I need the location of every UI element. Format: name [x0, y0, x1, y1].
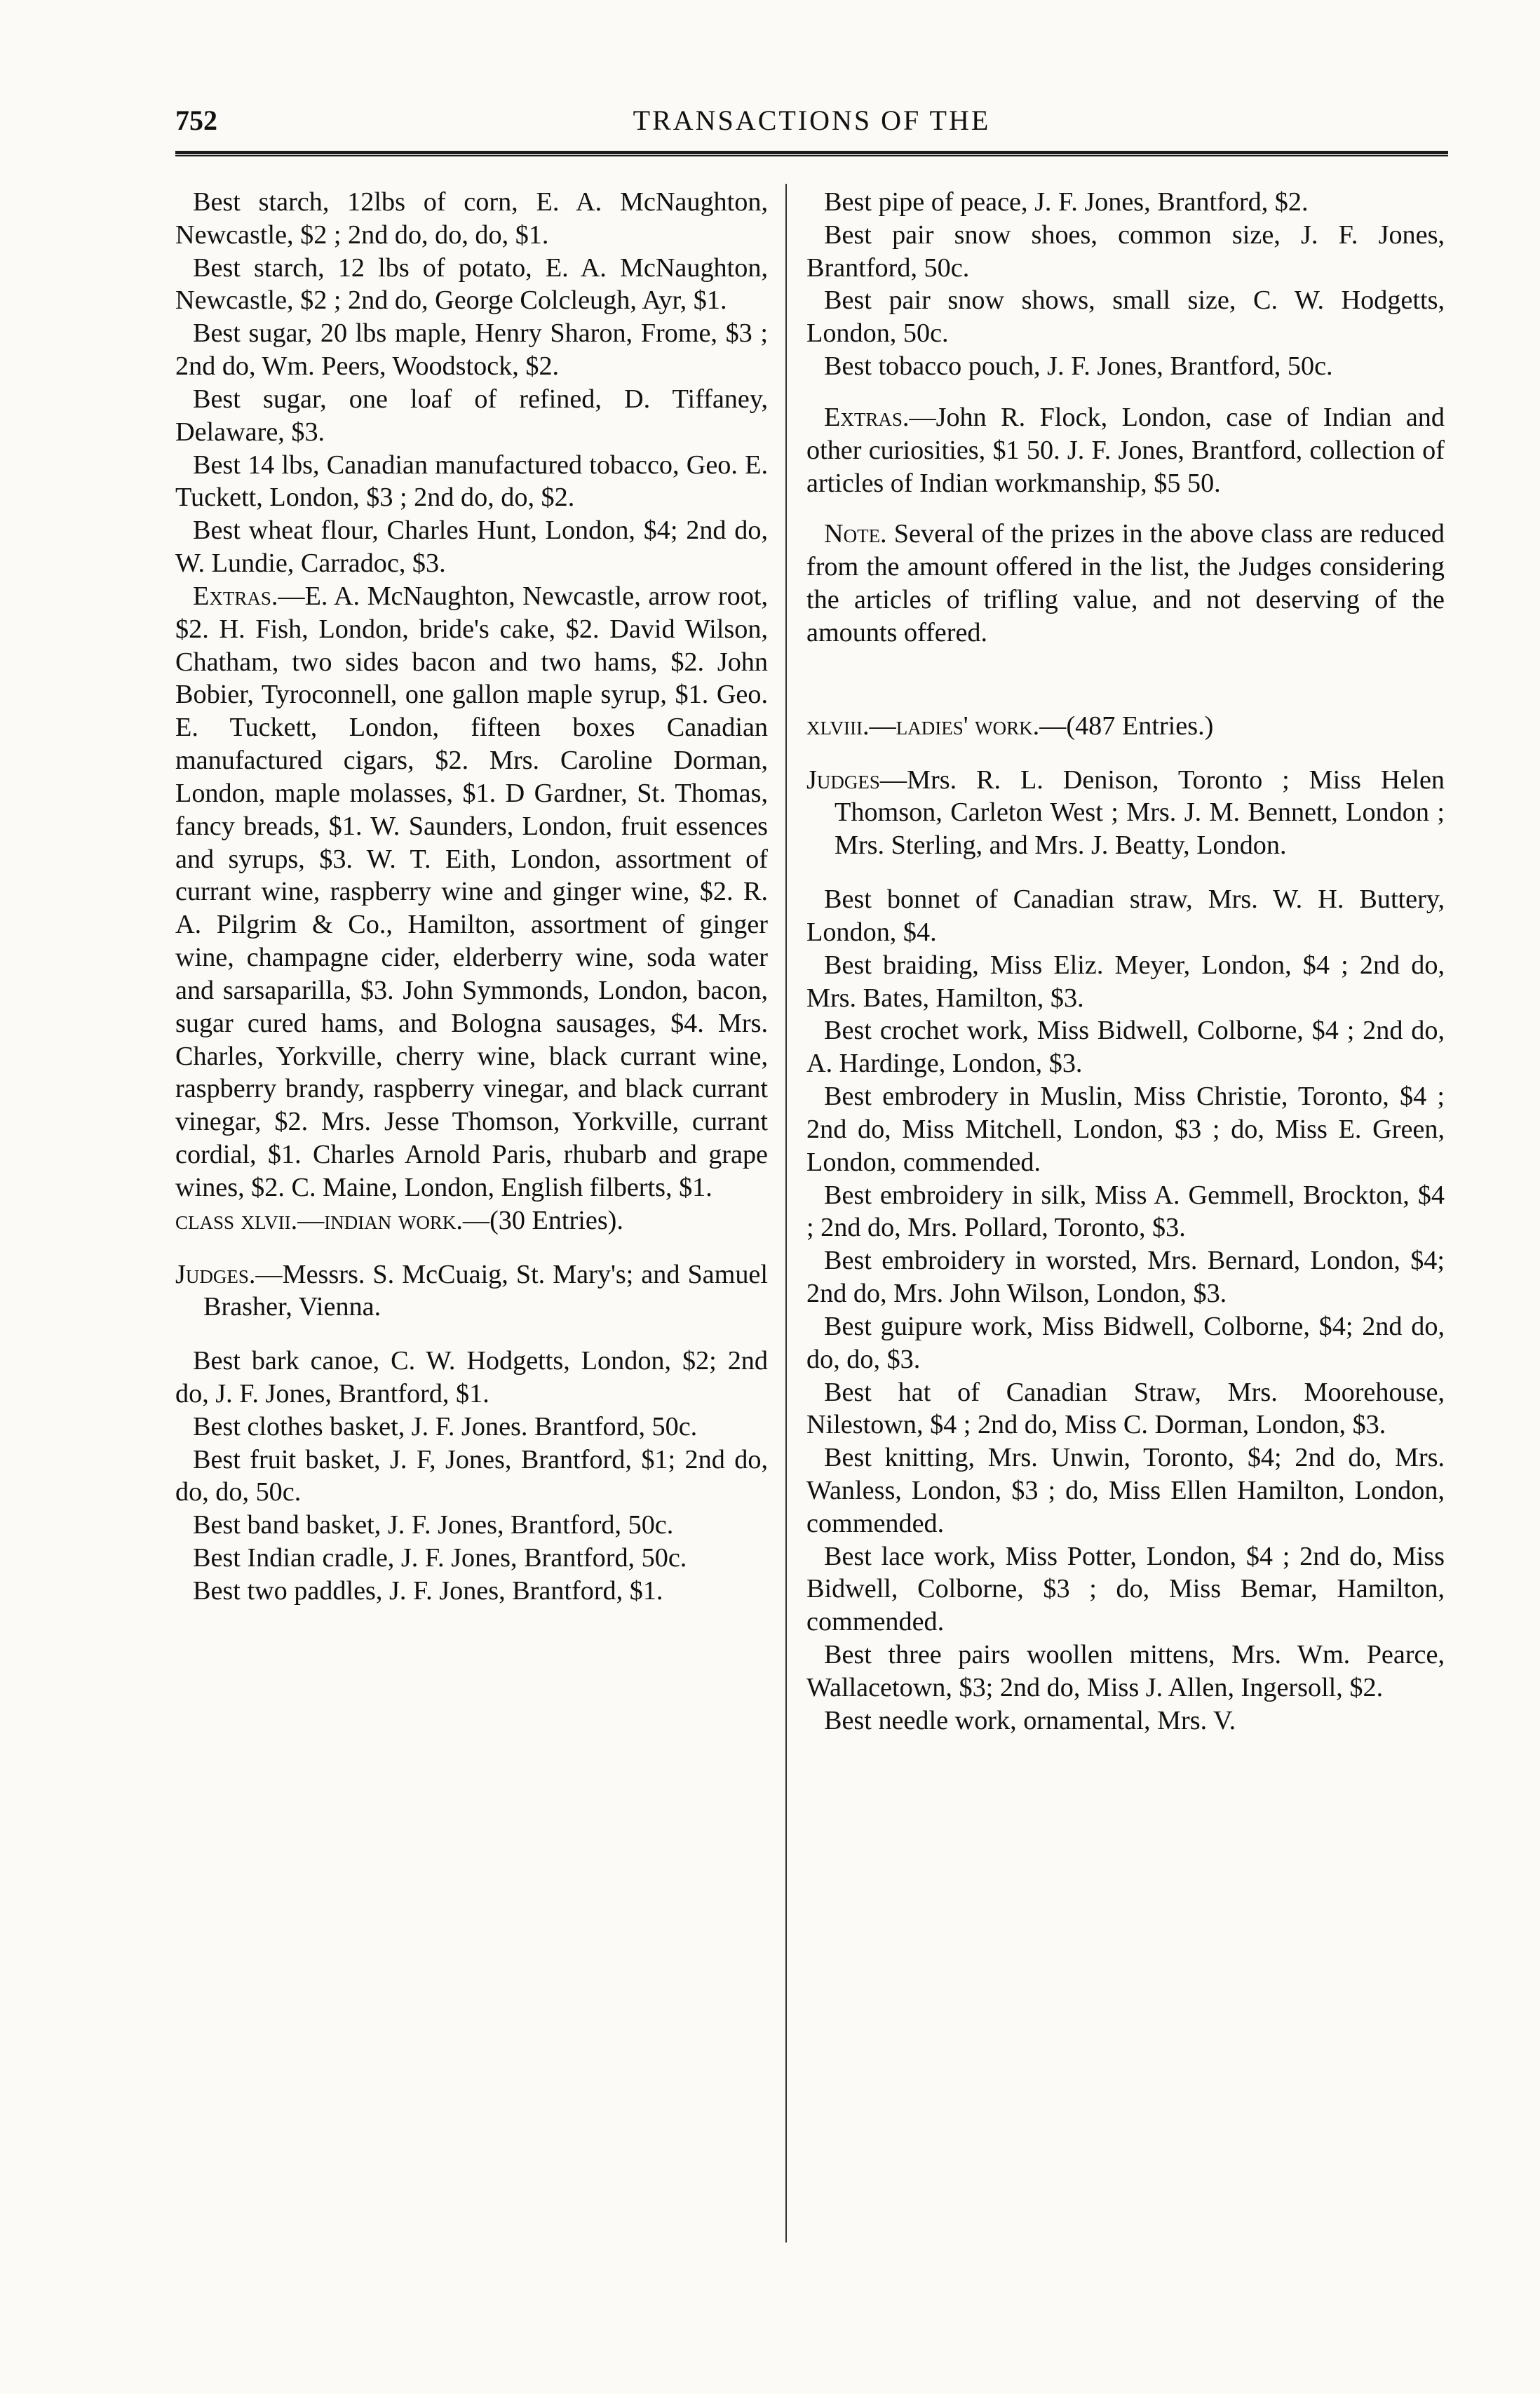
award-entry: Best embrodery in Muslin, Miss Christie, Toronto, $4 ; 2nd do, Miss Mitchell, London, $3 ; do, Miss E. Green, London, commended.	[806, 1082, 1445, 1177]
award-entry: Best three pairs woollen mittens, Mrs. Wm. Pearce, Wallacetown, $3; 2nd do, Miss J. Allen, Ingersoll, $2.	[806, 1640, 1445, 1702]
award-entry: Best knitting, Mrs. Unwin, Toronto, $4; 2nd do, Mrs. Wanless, London, $3 ; do, Miss Ellen Hamilton, London, commended.	[806, 1443, 1445, 1538]
award-entry: Best bonnet of Canadian straw, Mrs. W. H. Buttery, London, $4.	[806, 885, 1445, 947]
award-entry: Best starch, 12 lbs of potato, E. A. McNaughton, Newcastle, $2 ; 2nd do, George Colcleugh, Ayr, $1.	[175, 253, 768, 316]
award-entry: Best bark canoe, C. W. Hodgetts, London, $2; 2nd do, J. F. Jones, Brantford, $1.	[175, 1346, 768, 1408]
award-entry: Best 14 lbs, Canadian manufactured tobacco, Geo. E. Tuckett, London, $3 ; 2nd do, do, $2.	[175, 450, 768, 513]
award-entry: Best band basket, J. F. Jones, Brantford, 50c.	[193, 1510, 674, 1540]
judges-label: Judges	[806, 765, 880, 795]
award-entry: Best clothes basket, J. F. Jones. Brantford, 50c.	[193, 1411, 698, 1441]
column-divider	[785, 184, 787, 2242]
award-entry: Best needle work, ornamental, Mrs. V.	[824, 1705, 1236, 1735]
extras-text: —E. A. McNaughton, Newcastle, arrow root, $2. H. Fish, London, bride's cake, $2. David Wilson, Chatham, two sides bacon and two hams, $2. John Bobier, Tyroconnell, one gallon maple syrup, $1. Geo. E. Tuckett, London, fifteen boxes Canadian manufactured cigars, $2. Mrs. Caroline Dorman, London, maple molasses, $1. D Gardner, St. Thomas, fancy breads, $1. W. Saunders, London, fruit essences and syrups, $3. W. T. Eith, London, assortment of currant wine, raspberry wine and ginger wine, $2. R. A. Pilgrim & Co., Hamilton, assortment of ginger wine, champagne cider, elderberry wine, soda water and sarsaparilla, $3. John Symmonds, London, bacon, sugar cured hams, and Bologna sausages, $4. Mrs. Charles, Yorkville, cherry wine, black currant wine, raspberry brandy, raspberry vinegar, and black currant vinegar, $2. Mrs. Jesse Thomson, Yorkville, currant cordial, $1. Charles Arnold Paris, rhubarb and grape wines, $2. C. Maine, London, English filberts, $1.	[175, 581, 768, 1202]
extras-paragraph	[175, 580, 768, 1204]
judges-label: Judges.	[175, 1259, 256, 1289]
right-column	[806, 186, 1445, 1737]
award-entry: Best pipe of peace, J. F. Jones, Brantford, $2.	[824, 187, 1309, 217]
left-column	[175, 186, 768, 1608]
award-entry: Best wheat flour, Charles Hunt, London, $4; 2nd do, W. Lundie, Carradoc, $3.	[175, 516, 768, 579]
award-entry: Best embroidery in worsted, Mrs. Bernard, London, $4; 2nd do, Mrs. John Wilson, London, $3.	[806, 1246, 1445, 1309]
award-entry: Best Indian cradle, J. F. Jones, Brantford, 50c.	[193, 1543, 687, 1573]
page-header	[175, 104, 1448, 146]
class-heading-entries: (30 Entries).	[489, 1205, 623, 1235]
award-entry: Best two paddles, J. F. Jones, Brantford, $1.	[193, 1575, 663, 1606]
running-title: TRANSACTIONS OF THE	[633, 105, 991, 136]
award-entry: Best pair snow shows, small size, C. W. Hodgetts, London, 50c.	[806, 285, 1445, 349]
class-heading-entries: (487 Entries.)	[1066, 711, 1214, 741]
judges-paragraph	[806, 764, 1445, 862]
award-entry: Best tobacco pouch, J. F. Jones, Brantford, 50c.	[824, 351, 1333, 382]
award-entry: Best guipure work, Miss Bidwell, Colborne, $4; 2nd do, do, do, $3.	[806, 1311, 1445, 1374]
award-entry: Best crochet work, Miss Bidwell, Colborne, $4 ; 2nd do, A. Hardinge, London, $3.	[806, 1016, 1445, 1079]
award-entry: Best braiding, Miss Eliz. Meyer, London, $4 ; 2nd do, Mrs. Bates, Hamilton, $3.	[806, 950, 1445, 1013]
award-entry: Best sugar, 20 lbs maple, Henry Sharon, Frome, $3 ; 2nd do, Wm. Peers, Woodstock, $2.	[175, 318, 768, 382]
class-heading-title: class xlvii.—indian work.—	[175, 1205, 490, 1235]
extras-label: Extras.	[193, 581, 278, 611]
award-entry: Best pair snow shoes, common size, J. F. Jones, Brantford, 50c.	[806, 220, 1445, 283]
judges-text: —Messrs. S. McCuaig, St. Mary's; and Samuel Brasher, Vienna.	[203, 1259, 768, 1322]
class-heading-title: xlviii.—ladies' work.—	[806, 711, 1067, 741]
note-text: Several of the prizes in the above class are reduced from the amount offered in the list, the Judges considering the articles of trifling value, and not deserving of the amounts offered.	[806, 519, 1445, 647]
header-rule	[175, 151, 1448, 156]
judges-paragraph	[175, 1258, 768, 1324]
extras-paragraph	[806, 401, 1445, 499]
award-entry: Best hat of Canadian Straw, Mrs. Moorehouse, Nilestown, $4 ; 2nd do, Miss C. Dorman, London, $3.	[806, 1377, 1445, 1440]
award-entry: Best sugar, one loaf of refined, D. Tiffaney, Delaware, $3.	[175, 384, 768, 447]
class-heading	[806, 710, 1445, 743]
note-paragraph	[806, 518, 1445, 649]
page-number: 752	[175, 105, 217, 136]
judges-text: —Mrs. R. L. Denison, Toronto ; Miss Helen Thomson, Carleton West ; Mrs. J. M. Bennett, London ; Mrs. Sterling, and Mrs. J. Beatty, London.	[835, 765, 1445, 861]
note-label: Note.	[824, 519, 887, 549]
extras-label: Extras.	[824, 402, 910, 432]
award-entry: Best starch, 12lbs of corn, E. A. McNaughton, Newcastle, $2 ; 2nd do, do, do, $1.	[175, 187, 768, 250]
award-entry: Best fruit basket, J. F, Jones, Brantford, $1; 2nd do, do, do, 50c.	[175, 1444, 768, 1507]
extras-text: —John R. Flock, London, case of Indian and other curiosities, $1 50. J. F. Jones, Brantford, collection of articles of Indian workmanship, $5 50.	[806, 402, 1445, 498]
award-entry: Best embroidery in silk, Miss A. Gemmell, Brockton, $4 ; 2nd do, Mrs. Pollard, Toronto, $3.	[806, 1180, 1445, 1243]
award-entry: Best lace work, Miss Potter, London, $4 ; 2nd do, Miss Bidwell, Colborne, $3 ; do, Miss Bemar, Hamilton, commended.	[806, 1541, 1445, 1637]
class-heading	[175, 1204, 768, 1237]
